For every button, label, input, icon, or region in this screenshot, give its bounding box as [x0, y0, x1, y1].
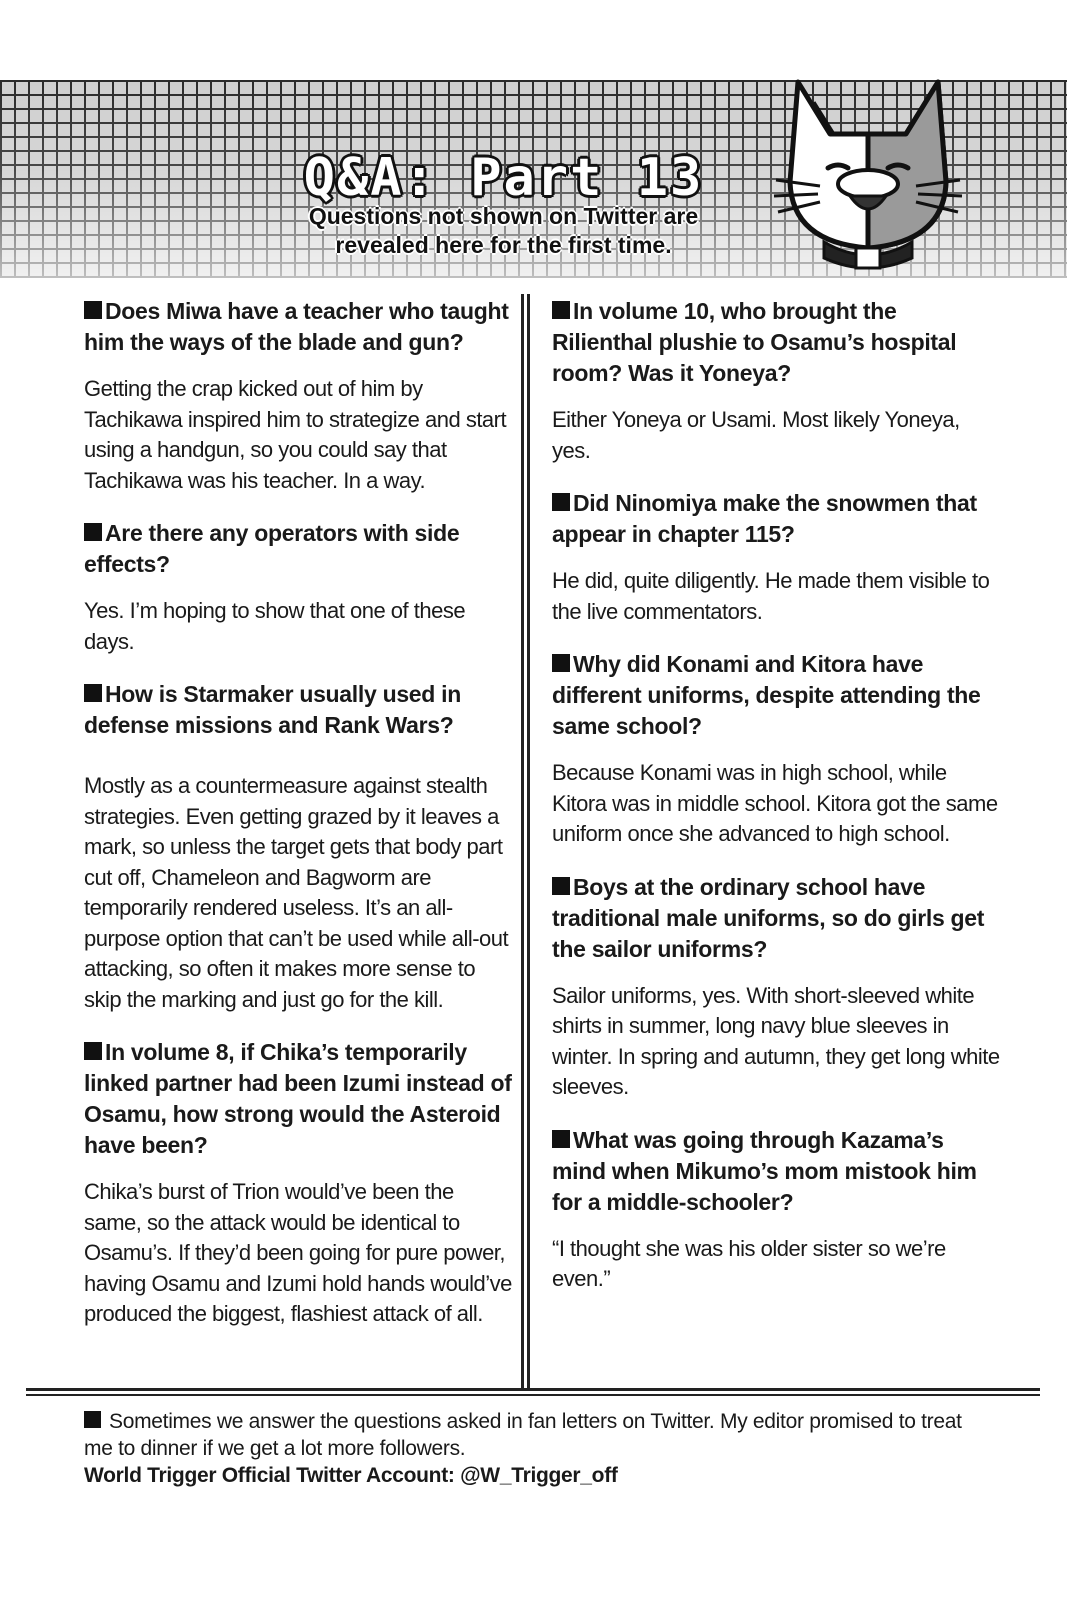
- answer: Because Konami was in high school, while Kitora was in middle school. Kitora got the same uniform once she advanced to high school.: [552, 760, 998, 846]
- footer: [84, 1408, 984, 1489]
- page-title: Q&A: Part 13: [303, 148, 704, 208]
- question: What was going through Kazama’s mind when Mikumo’s mom mistook him for a middle-schooler?: [552, 1126, 977, 1215]
- qa-item: [84, 679, 516, 1015]
- qa-item: [552, 649, 1002, 850]
- page-subtitle: Questions not shown on Twitter are revealed here for the first time.: [308, 203, 699, 258]
- question: Why did Konami and Kitora have different uniforms, despite attending the same school?: [552, 651, 981, 739]
- bullet-square-icon: [84, 523, 102, 541]
- question: In volume 10, who brought the Rilienthal plushie to Osamu’s hospital room? Was it Yoneya?: [552, 298, 957, 386]
- column-divider: [521, 294, 530, 1390]
- bullet-square-icon: [552, 493, 570, 511]
- bullet-square-icon: [552, 654, 570, 672]
- question: Did Ninomiya make the snowmen that appear in chapter 115?: [552, 490, 977, 547]
- qa-item: [84, 296, 516, 496]
- bullet-square-icon: [552, 301, 570, 319]
- bullet-square-icon: [84, 684, 102, 702]
- qa-item: [552, 872, 1002, 1103]
- footer-divider: [26, 1388, 1040, 1396]
- bullet-square-icon: [84, 1042, 102, 1060]
- right-column: [552, 296, 1002, 1392]
- question: How is Starmaker usually used in defense missions and Rank Wars?: [84, 681, 461, 738]
- bullet-square-icon: [552, 877, 570, 895]
- question: Boys at the ordinary school have traditional male uniforms, so do girls get the sailor uniforms?: [552, 873, 985, 962]
- qa-item: [552, 1125, 1002, 1295]
- qa-item: [84, 1037, 516, 1330]
- answer: He did, quite diligently. He made them visible to the live commentators.: [552, 568, 990, 624]
- answer: “I thought she was his older sister so we’re even.”: [552, 1235, 946, 1291]
- twitter-account: World Trigger Official Twitter Account: @W_Trigger_off: [84, 1464, 618, 1487]
- bullet-square-icon: [84, 301, 102, 319]
- answer: Getting the crap kicked out of him by Tachikawa inspired him to strategize and start using a handgun, so you could say that Tachikawa was his teacher. In a way.: [84, 376, 507, 493]
- qa-item: [84, 518, 516, 657]
- answer: Either Yoneya or Usami. Most likely Yoneya, yes.: [552, 407, 960, 463]
- question: In volume 8, if Chika’s temporarily linked partner had been Izumi instead of Osamu, how strong would the Asteroid have been?: [84, 1039, 512, 1158]
- answer: Yes. I’m hoping to show that one of these days.: [84, 598, 466, 654]
- footer-note: Sometimes we answer the questions asked in fan letters on Twitter. My editor promised to treat me to dinner if we get a lot more followers.: [84, 1410, 962, 1460]
- left-column: [84, 296, 516, 1392]
- answer: Sailor uniforms, yes. With short-sleeved white shirts in summer, long navy blue sleeves in winter. In spring and autumn, they get long white sleeves.: [552, 982, 1000, 1099]
- answer: Mostly as a countermeasure against stealth strategies. Even getting grazed by it leaves a mark, so unless the target gets that body part cut off, Chameleon and Bagworm are temporarily rendered useless. It’s an all-purpose option that can’t be used while all-out attacking, so often it makes more sense to skip the marking and just go for the kill.: [84, 773, 509, 1012]
- question: Are there any operators with side effects?: [84, 520, 460, 577]
- question: Does Miwa have a teacher who taught him the ways of the blade and gun?: [84, 298, 509, 355]
- qa-item: [552, 488, 1002, 627]
- bullet-square-icon: [84, 1411, 101, 1428]
- answer: Chika’s burst of Trion would’ve been the same, so the attack would be identical to Osamu’s. If they’d been going for pure power, having Osamu and Izumi hold hands would’ve produced the biggest, flashiest attack of all.: [84, 1179, 512, 1326]
- bullet-square-icon: [552, 1130, 570, 1148]
- qa-item: [552, 296, 1002, 466]
